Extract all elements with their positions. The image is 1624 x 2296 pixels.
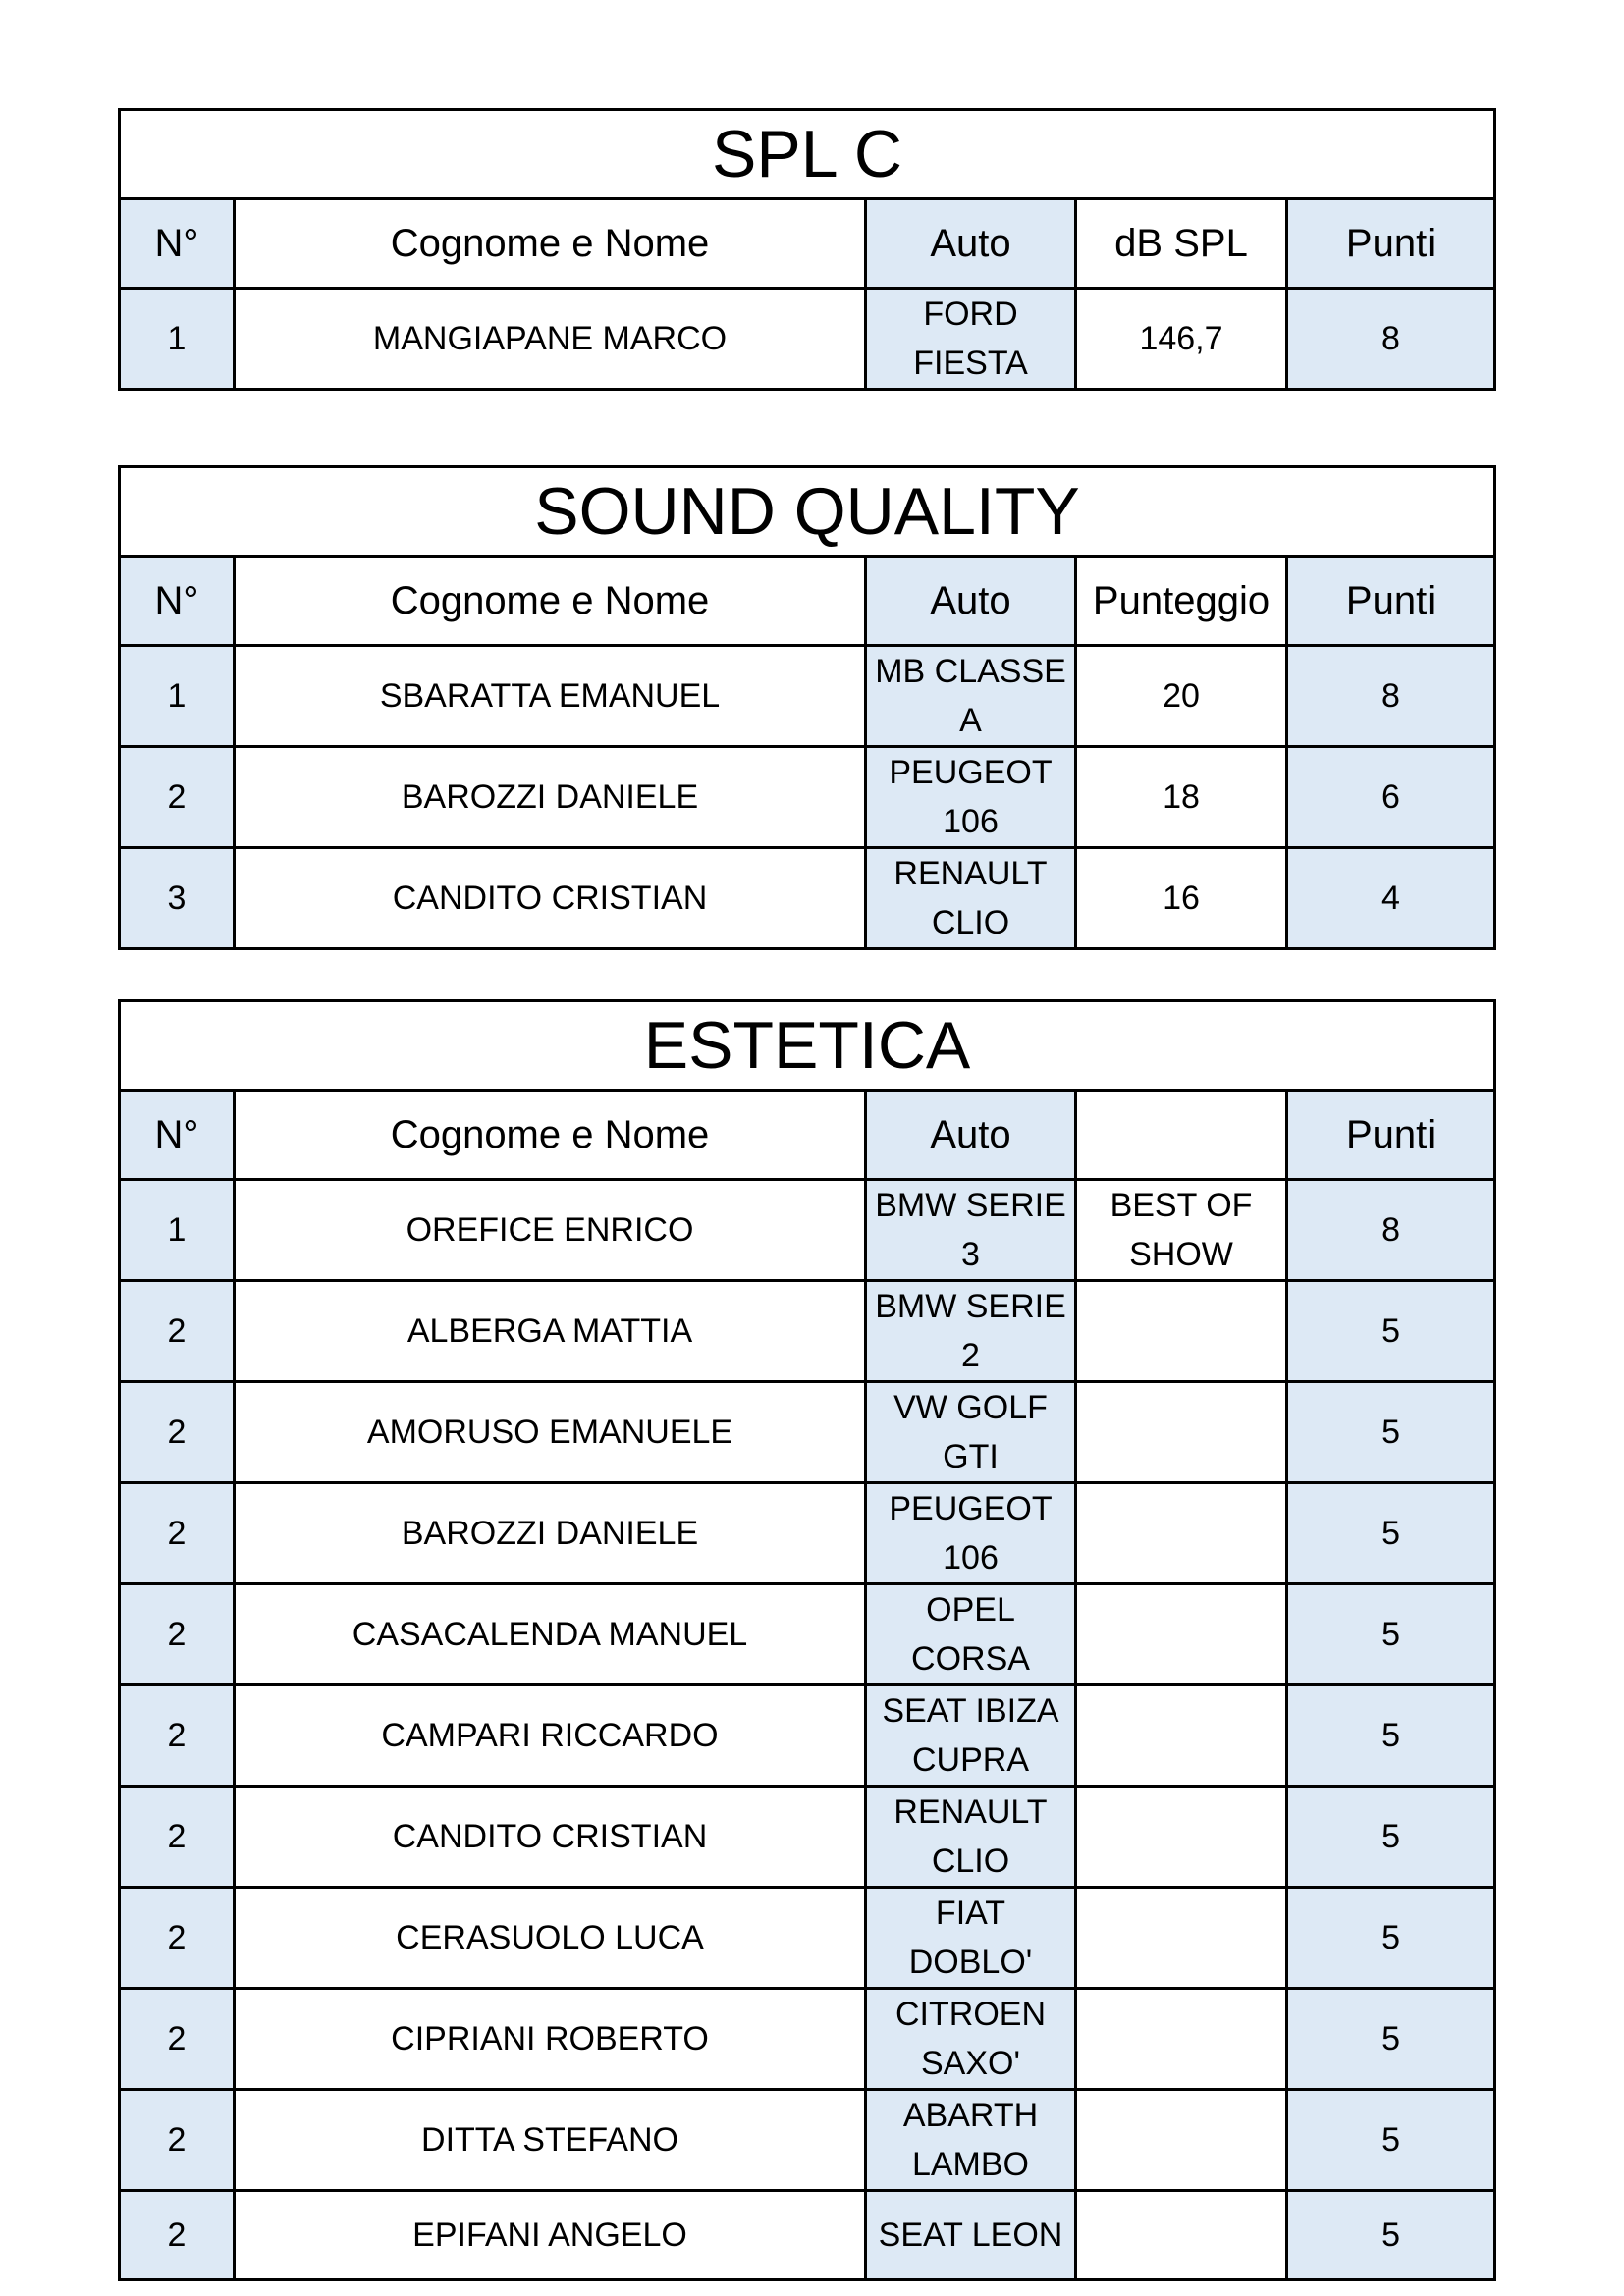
cell-value: 16	[1076, 848, 1287, 949]
cell-auto: MB CLASSE A	[866, 646, 1076, 747]
cell-number: 2	[120, 1382, 235, 1483]
header-value: Punteggio	[1076, 557, 1287, 646]
cell-auto: SEAT LEON	[866, 2191, 1076, 2280]
cell-auto: FORD FIESTA	[866, 289, 1076, 390]
table-row	[120, 646, 1495, 747]
header-auto: Auto	[866, 557, 1076, 646]
table-title: SPL C	[120, 110, 1495, 199]
header-auto: Auto	[866, 1091, 1076, 1180]
cell-name: CANDITO CRISTIAN	[235, 1787, 866, 1888]
cell-name: CIPRIANI ROBERTO	[235, 1989, 866, 2090]
cell-value: 146,7	[1076, 289, 1287, 390]
cell-number: 2	[120, 1483, 235, 1584]
cell-auto: BMW SERIE 2	[866, 1281, 1076, 1382]
cell-number: 2	[120, 1685, 235, 1787]
header-name: Cognome e Nome	[235, 557, 866, 646]
cell-auto: OPEL CORSA	[866, 1584, 1076, 1685]
cell-name: CAMPARI RICCARDO	[235, 1685, 866, 1787]
cell-points: 8	[1287, 646, 1495, 747]
header-value: dB SPL	[1076, 199, 1287, 289]
cell-number: 2	[120, 2090, 235, 2191]
table-row	[120, 1483, 1495, 1584]
table-row	[120, 1685, 1495, 1787]
cell-name: BAROZZI DANIELE	[235, 1483, 866, 1584]
cell-name: CASACALENDA MANUEL	[235, 1584, 866, 1685]
cell-points: 5	[1287, 1281, 1495, 1382]
cell-number: 2	[120, 2191, 235, 2280]
cell-points: 6	[1287, 747, 1495, 848]
cell-name: AMORUSO EMANUELE	[235, 1382, 866, 1483]
table-row	[120, 1584, 1495, 1685]
table-row	[120, 1382, 1495, 1483]
cell-points: 8	[1287, 1180, 1495, 1281]
table-row	[120, 1888, 1495, 1989]
table-spl-c	[118, 108, 1496, 391]
cell-number: 3	[120, 848, 235, 949]
cell-name: OREFICE ENRICO	[235, 1180, 866, 1281]
header-auto: Auto	[866, 199, 1076, 289]
cell-points: 5	[1287, 1787, 1495, 1888]
cell-number: 2	[120, 1787, 235, 1888]
cell-name: DITTA STEFANO	[235, 2090, 866, 2191]
cell-points: 5	[1287, 1483, 1495, 1584]
cell-value: 20	[1076, 646, 1287, 747]
header-points: Punti	[1287, 199, 1495, 289]
table-row	[120, 289, 1495, 390]
cell-points: 5	[1287, 1685, 1495, 1787]
cell-auto: RENAULT CLIO	[866, 1787, 1076, 1888]
table-row	[120, 1180, 1495, 1281]
cell-value	[1076, 2090, 1287, 2191]
header-value	[1076, 1091, 1287, 1180]
cell-name: MANGIAPANE MARCO	[235, 289, 866, 390]
cell-value: 18	[1076, 747, 1287, 848]
cell-auto: PEUGEOT 106	[866, 1483, 1076, 1584]
cell-points: 5	[1287, 2191, 1495, 2280]
cell-value	[1076, 1685, 1287, 1787]
cell-value	[1076, 1281, 1287, 1382]
table-row	[120, 2191, 1495, 2280]
table-title: SOUND QUALITY	[120, 467, 1495, 557]
cell-points: 5	[1287, 2090, 1495, 2191]
cell-auto: PEUGEOT 106	[866, 747, 1076, 848]
header-points: Punti	[1287, 1091, 1495, 1180]
cell-name: CANDITO CRISTIAN	[235, 848, 866, 949]
cell-name: CERASUOLO LUCA	[235, 1888, 866, 1989]
cell-name: ALBERGA MATTIA	[235, 1281, 866, 1382]
cell-number: 2	[120, 1281, 235, 1382]
cell-name: EPIFANI ANGELO	[235, 2191, 866, 2280]
header-points: Punti	[1287, 557, 1495, 646]
cell-name: BAROZZI DANIELE	[235, 747, 866, 848]
cell-value	[1076, 1787, 1287, 1888]
cell-number: 2	[120, 1888, 235, 1989]
cell-points: 5	[1287, 1584, 1495, 1685]
cell-points: 5	[1287, 1382, 1495, 1483]
cell-auto: CITROEN SAXO'	[866, 1989, 1076, 2090]
cell-points: 5	[1287, 1989, 1495, 2090]
cell-number: 1	[120, 1180, 235, 1281]
cell-auto: FIAT DOBLO'	[866, 1888, 1076, 1989]
cell-value	[1076, 1989, 1287, 2090]
header-name: Cognome e Nome	[235, 1091, 866, 1180]
cell-points: 8	[1287, 289, 1495, 390]
header-number: N°	[120, 1091, 235, 1180]
cell-value	[1076, 1483, 1287, 1584]
table-row	[120, 1787, 1495, 1888]
cell-number: 2	[120, 747, 235, 848]
table-row	[120, 1281, 1495, 1382]
cell-points: 4	[1287, 848, 1495, 949]
header-name: Cognome e Nome	[235, 199, 866, 289]
table-row	[120, 747, 1495, 848]
table-estetica	[118, 999, 1496, 2281]
table-row	[120, 2090, 1495, 2191]
table-row	[120, 1989, 1495, 2090]
cell-value	[1076, 2191, 1287, 2280]
cell-value	[1076, 1382, 1287, 1483]
cell-number: 2	[120, 1989, 235, 2090]
table-title: ESTETICA	[120, 1001, 1495, 1091]
cell-value	[1076, 1888, 1287, 1989]
table-sound-quality	[118, 465, 1496, 950]
header-number: N°	[120, 199, 235, 289]
cell-auto: SEAT IBIZA CUPRA	[866, 1685, 1076, 1787]
cell-number: 2	[120, 1584, 235, 1685]
cell-points: 5	[1287, 1888, 1495, 1989]
cell-auto: BMW SERIE 3	[866, 1180, 1076, 1281]
cell-name: SBARATTA EMANUEL	[235, 646, 866, 747]
header-number: N°	[120, 557, 235, 646]
cell-value	[1076, 1584, 1287, 1685]
cell-number: 1	[120, 646, 235, 747]
cell-auto: ABARTH LAMBO	[866, 2090, 1076, 2191]
table-row	[120, 848, 1495, 949]
cell-auto: VW GOLF GTI	[866, 1382, 1076, 1483]
cell-auto: RENAULT CLIO	[866, 848, 1076, 949]
cell-value: BEST OF SHOW	[1076, 1180, 1287, 1281]
cell-number: 1	[120, 289, 235, 390]
